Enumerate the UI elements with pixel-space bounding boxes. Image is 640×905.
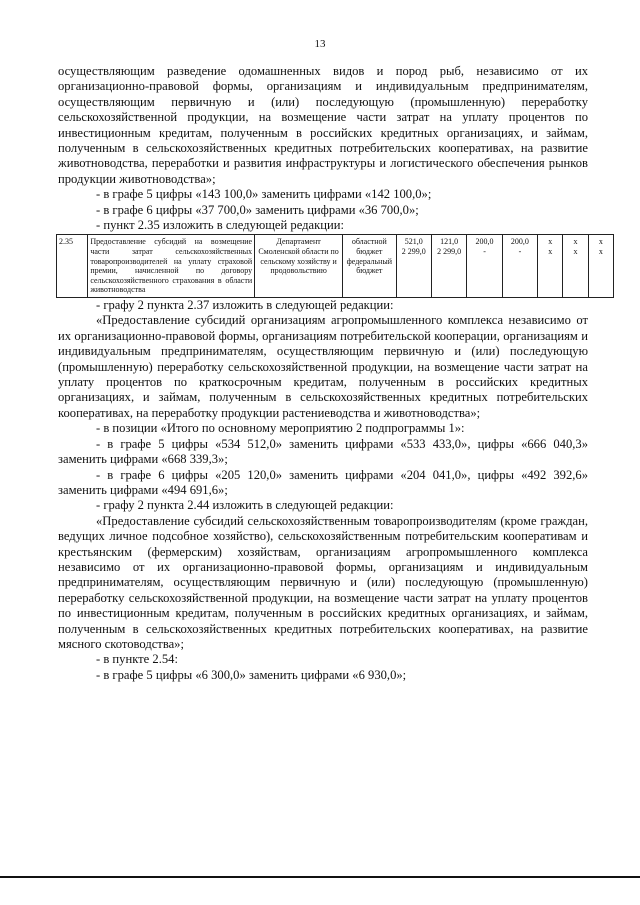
paragraph-2: «Предоставление субсидий организациям агропромышленного комплекса независимо от их организационно-правовой формы, организациям потребительской кооперации, организациям и индивидуальным предпринимателям, осуществляющим первичную и (или) последующую (промышленную) переработку сельскохозяйственной продукции, на возмещение части затрат на уплату процентов по краткосрочным кредитам, полученным в российских кредитных организациях, и займам, полученным в сельскохозяйственных кредитных потребительских кооперативах, на переработку продукции растениеводства и животноводства»; bbox=[58, 313, 588, 420]
table-cell-col5: х х bbox=[538, 235, 563, 298]
list-item: - графу 2 пункта 2.44 изложить в следующей редакции: bbox=[96, 498, 394, 513]
table-cell-col3: 200,0 - bbox=[467, 235, 502, 298]
source-federal: федеральный бюджет bbox=[346, 256, 393, 276]
table-cell-number: 2.35 bbox=[57, 235, 88, 298]
document-body bbox=[58, 64, 603, 683]
source-regional: областной бюджет bbox=[351, 237, 387, 257]
list-item: - в графе 6 цифры «37 700,0» заменить цифрами «36 700,0»; bbox=[96, 202, 419, 217]
amendment-table bbox=[56, 234, 614, 298]
list-item: - графу 2 пункта 2.37 изложить в следующей редакции: bbox=[96, 298, 394, 313]
list-item: - пункт 2.35 изложить в следующей редакции: bbox=[96, 218, 344, 233]
table-cell-executor: Департамент Смоленской области по сельскому хозяйству и продовольствию bbox=[255, 235, 343, 298]
paragraph-5: «Предоставление субсидий сельскохозяйственным товаропроизводителям (кроме граждан, ведущих личное подсобное хозяйство), сельскохозяйственным потребительским кооперативам и крестьянским (фермерским) хозяйствам, организациям агропромышленного комплекса независимо от их организационно-правовой формы, организациям и индивидуальным предпринимателям, осуществляющим первичную и (или) последующую (промышленную) переработку сельскохозяйственной продукции, на возмещение части затрат на уплату процентов по инвестиционным кредитам, полученным в российских кредитных организациях, и займам, полученным в сельскохозяйственных кредитных потребительских кооперативах, на развитие мясного скотоводства»; bbox=[58, 513, 588, 651]
table-cell-name: Предоставление субсидий на возмещение части затрат сельскохозяйственных товаропроизводителей на уплату страховой премии, начисленной по договору сельскохозяйственного страхования в области животноводства bbox=[88, 235, 255, 298]
page-number: 13 bbox=[314, 38, 326, 50]
paragraph-1: осуществляющим разведение одомашненных видов и пород рыб, независимо от их организационно-правовой формы, организациям и индивидуальным предпринимателям, осуществляющим первичную и (или) последующую (промышленную) переработку сельскохозяйственной продукции, на возмещение части затрат на уплату процентов по инвестиционным кредитам, полученным в российских кредитных организациях, и займам, полученным в сельскохозяйственных кредитных потребительских кооперативах, на развитие животноводства, переработки и развития инфраструктуры и логистического обеспечения рынков продукции животноводства»; bbox=[58, 64, 588, 186]
table-cell-col1: 521,0 2 299,0 bbox=[396, 235, 431, 298]
paragraph-4: - в графе 6 цифры «205 120,0» заменить цифрами «204 041,0», цифры «492 392,6» заменить цифрами «494 691,6»; bbox=[58, 467, 588, 497]
table-cell-col6: х х bbox=[563, 235, 588, 298]
paragraph-3: - в графе 5 цифры «534 512,0» заменить цифрами «533 433,0», цифры «666 040,3» заменить цифрами «668 339,3»; bbox=[58, 436, 588, 467]
list-item: - в графе 5 цифры «143 100,0» заменить цифрами «142 100,0»; bbox=[96, 187, 432, 202]
table-cell-col4: 200,0 - bbox=[502, 235, 537, 298]
footer-divider bbox=[0, 876, 640, 878]
list-item: - в пункте 2.54: bbox=[96, 652, 178, 667]
table-row bbox=[57, 235, 614, 298]
table-cell-col7: х х bbox=[588, 235, 613, 298]
list-item: - в позиции «Итого по основному мероприятию 2 подпрограммы 1»: bbox=[96, 421, 465, 436]
list-item: - в графе 5 цифры «6 300,0» заменить цифрами «6 930,0»; bbox=[96, 667, 407, 682]
table-cell-col2: 121,0 2 299,0 bbox=[431, 235, 466, 298]
table-cell-sources bbox=[343, 235, 397, 298]
